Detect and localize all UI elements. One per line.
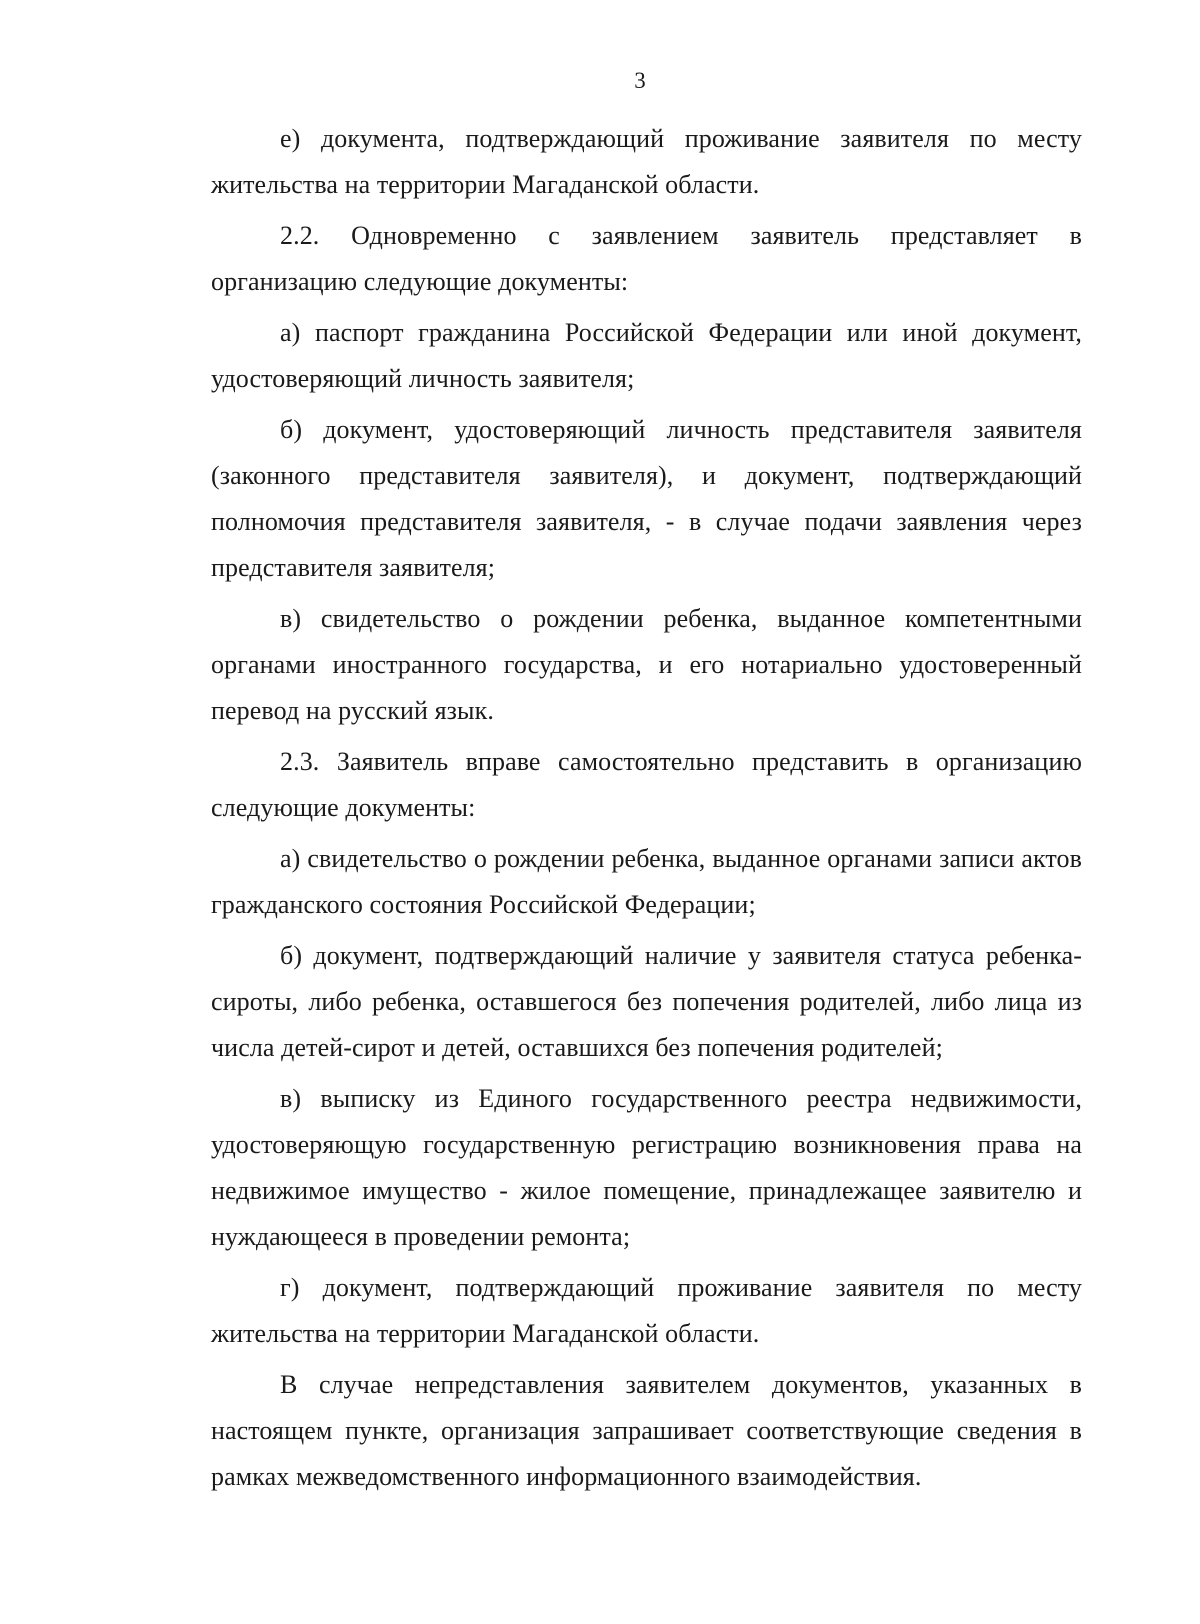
- paragraph-closing: В случае непредставления заявителем документов, указанных в настоящем пункте, организация запрашивает соответствующие сведения в рамках межведомственного информационного взаимодействия.: [211, 1370, 1082, 1491]
- paragraph-2-2: 2.2. Одновременно с заявлением заявитель представляет в организацию следующие документы:: [211, 221, 1082, 296]
- paragraph-2-3-item-a: а) свидетельство о рождении ребенка, выданное органами записи актов гражданского состояния Российской Федерации;: [211, 844, 1082, 919]
- paragraph-2-2-item-b: б) документ, удостоверяющий личность представителя заявителя (законного представителя заявителя), и документ, подтверждающий полномочия представителя заявителя, - в случае подачи заявления через представителя заявителя;: [211, 415, 1082, 582]
- paragraph-2-3-item-g: г) документ, подтверждающий проживание заявителя по месту жительства на территории Магаданской области.: [211, 1273, 1082, 1348]
- page-number: 3: [634, 68, 646, 93]
- paragraph-2-2-item-a: а) паспорт гражданина Российской Федерации или иной документ, удостоверяющий личность заявителя;: [211, 318, 1082, 393]
- paragraph-2-3-item-b: б) документ, подтверждающий наличие у заявителя статуса ребенка-сироты, либо ребенка, оставшегося без попечения родителей, либо лица из числа детей-сирот и детей, оставшихся без попечения родителей;: [211, 941, 1082, 1062]
- paragraph-2-3-item-v: в) выписку из Единого государственного реестра недвижимости, удостоверяющую государственную регистрацию возникновения права на недвижимое имущество - жилое помещение, принадлежащее заявителю и нуждающееся в проведении ремонта;: [211, 1084, 1082, 1251]
- paragraph-2-2-item-v: в) свидетельство о рождении ребенка, выданное компетентными органами иностранного государства, и его нотариально удостоверенный перевод на русский язык.: [211, 604, 1082, 725]
- document-body: [211, 116, 1082, 1500]
- paragraph-item-e: е) документа, подтверждающий проживание заявителя по месту жительства на территории Магаданской области.: [211, 124, 1082, 199]
- paragraph-2-3: 2.3. Заявитель вправе самостоятельно представить в организацию следующие документы:: [211, 747, 1082, 822]
